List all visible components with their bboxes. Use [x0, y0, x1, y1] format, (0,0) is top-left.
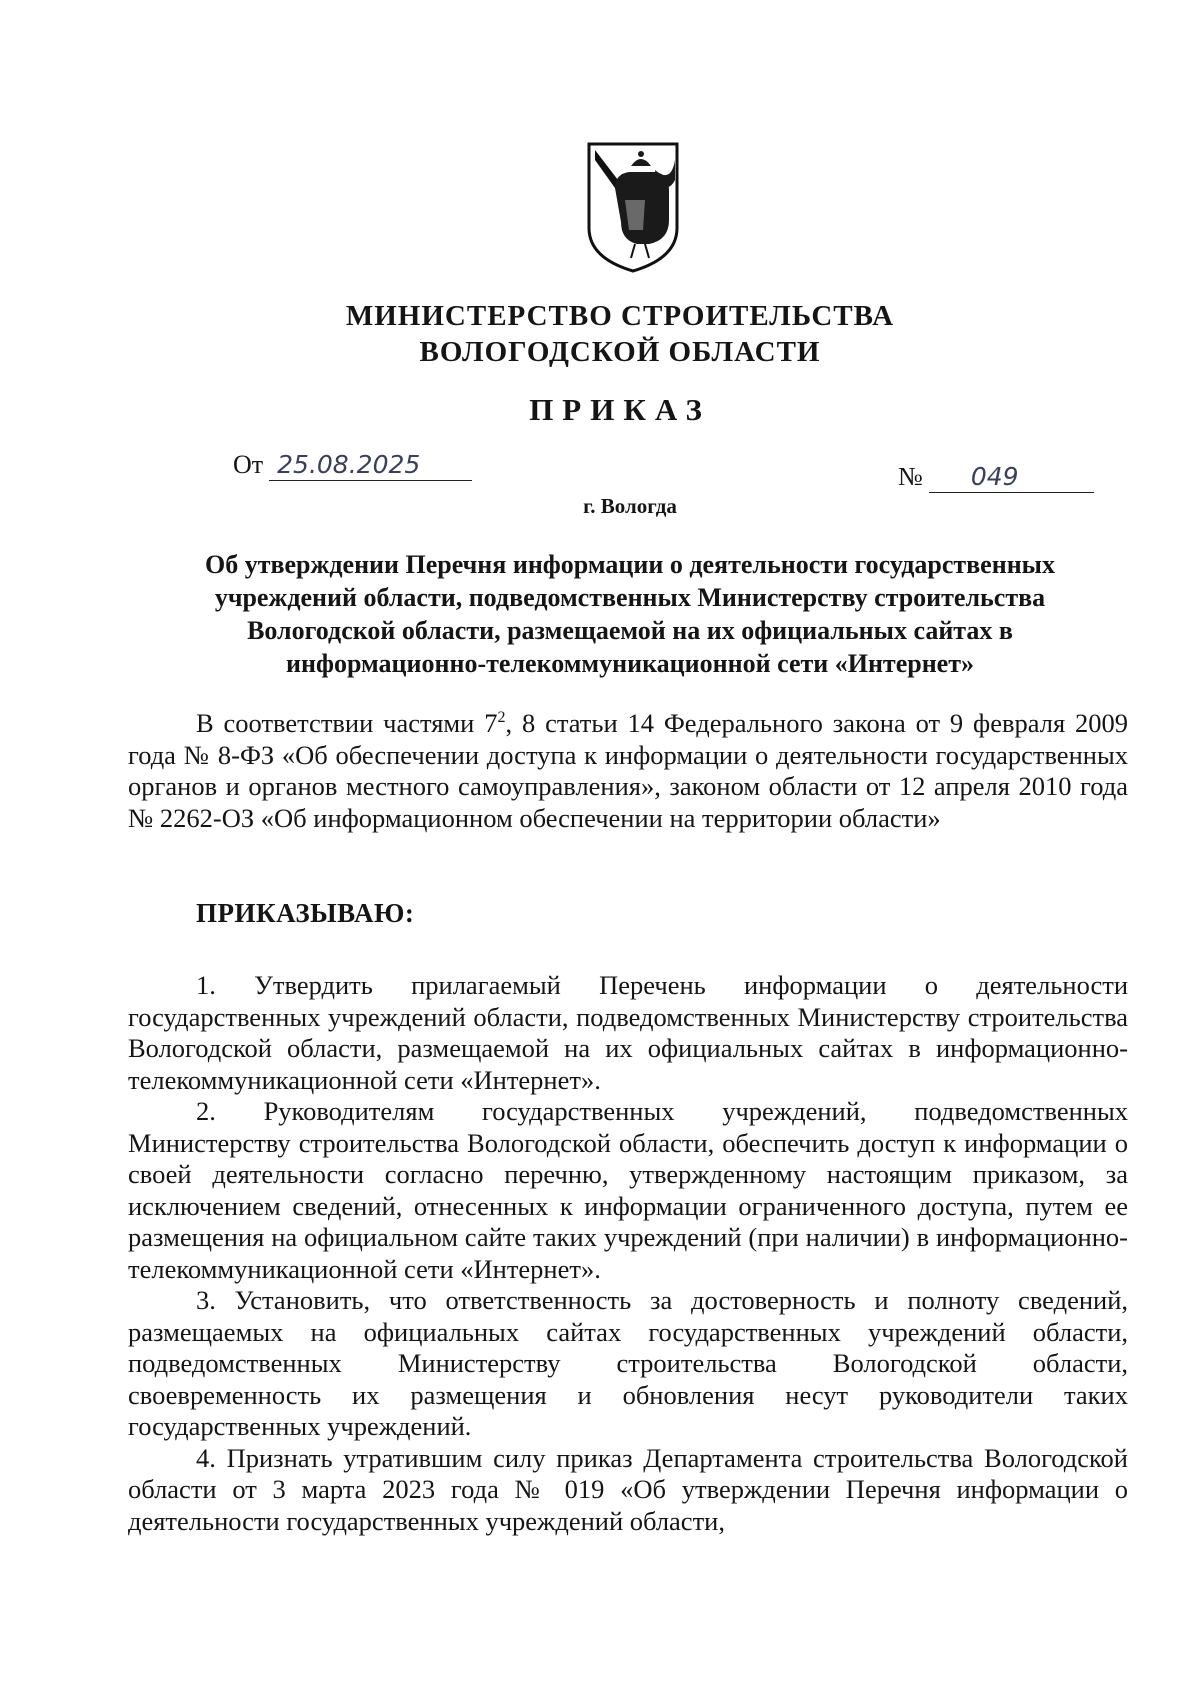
subject-line: информационно-телекоммуникационной сети «Интернет» [286, 649, 974, 678]
preamble-superscript: 2 [497, 709, 506, 727]
order-item: 2. Руководителям государственных учреждений, подведомственных Министерству строительства Вологодской области, обеспечить доступ к информации о своей деятельности согласно перечню, утвержденному настоящим приказом, за исключением сведений, отнесенных к информации ограниченного доступа, путем ее размещения на официальном сайте таких учреждений (при наличии) в информационно-телекоммуникационной сети «Интернет». [128, 1096, 1128, 1284]
number-value: 049 [929, 462, 1094, 493]
preamble-text-2: , 8 статьи 14 Федерального закона от 9 февраля 2009 года № 8-ФЗ «Об обеспечении доступа к информации о деятельности государственных органов и органов местного самоуправления», законом области от 12 апреля 2010 года № 2262-ОЗ «Об информационном обеспечении на территории области» [128, 708, 1128, 833]
subject-line: Об утверждении Перечня информации о деятельности государственных [204, 550, 1055, 579]
document-type: ПРИКАЗ [529, 392, 711, 427]
city: г. Вологда [583, 494, 677, 518]
order-item: 4. Признать утратившим силу приказ Департамента строительства Вологодской области от 3 марта 2023 года № 019 «Об утверждении Перечня информации о деятельности государственных учреждений области, [128, 1442, 1128, 1536]
ministry-name-line1: МИНИСТЕРСТВО СТРОИТЕЛЬСТВА [345, 300, 895, 332]
order-item: 1. Утвердить прилагаемый Перечень информации о деятельности государственных учреждений области, подведомственных Министерству строительства Вологодской области, размещаемой на их официальных сайтах в информационно-телекоммуникационной сети «Интернет». [128, 970, 1128, 1095]
document-subject [150, 548, 1110, 680]
order-item: 3. Установить, что ответственность за достоверность и полноту сведений, размещаемых на официальных сайтах государственных учреждений области, подведомственных Министерству строительства Вологодской области, своевременность их размещения и обновления несут руководители таких государственных учреждений. [128, 1285, 1128, 1441]
order-word: ПРИКАЗЫВАЮ: [196, 898, 415, 928]
date-value: 25.08.2025 [269, 450, 472, 481]
preamble [128, 708, 1128, 834]
number-field [898, 462, 1094, 493]
subject-line: Вологодской области, размещаемой на их официальных сайтах в [247, 616, 1013, 645]
ministry-name [300, 298, 940, 370]
preamble-text-1: В соответствии частями 7 [196, 708, 498, 738]
date-field [233, 450, 472, 481]
date-prefix: От [233, 450, 264, 479]
preamble-paragraph [128, 708, 1128, 834]
ministry-name-line2: ВОЛОГОДСКОЙ ОБЛАСТИ [419, 336, 821, 368]
coat-of-arms-emblem [585, 140, 681, 275]
subject-line: учреждений области, подведомственных Министерству строительства [214, 583, 1046, 612]
number-prefix: № [898, 462, 923, 491]
order-items [128, 970, 1128, 1537]
